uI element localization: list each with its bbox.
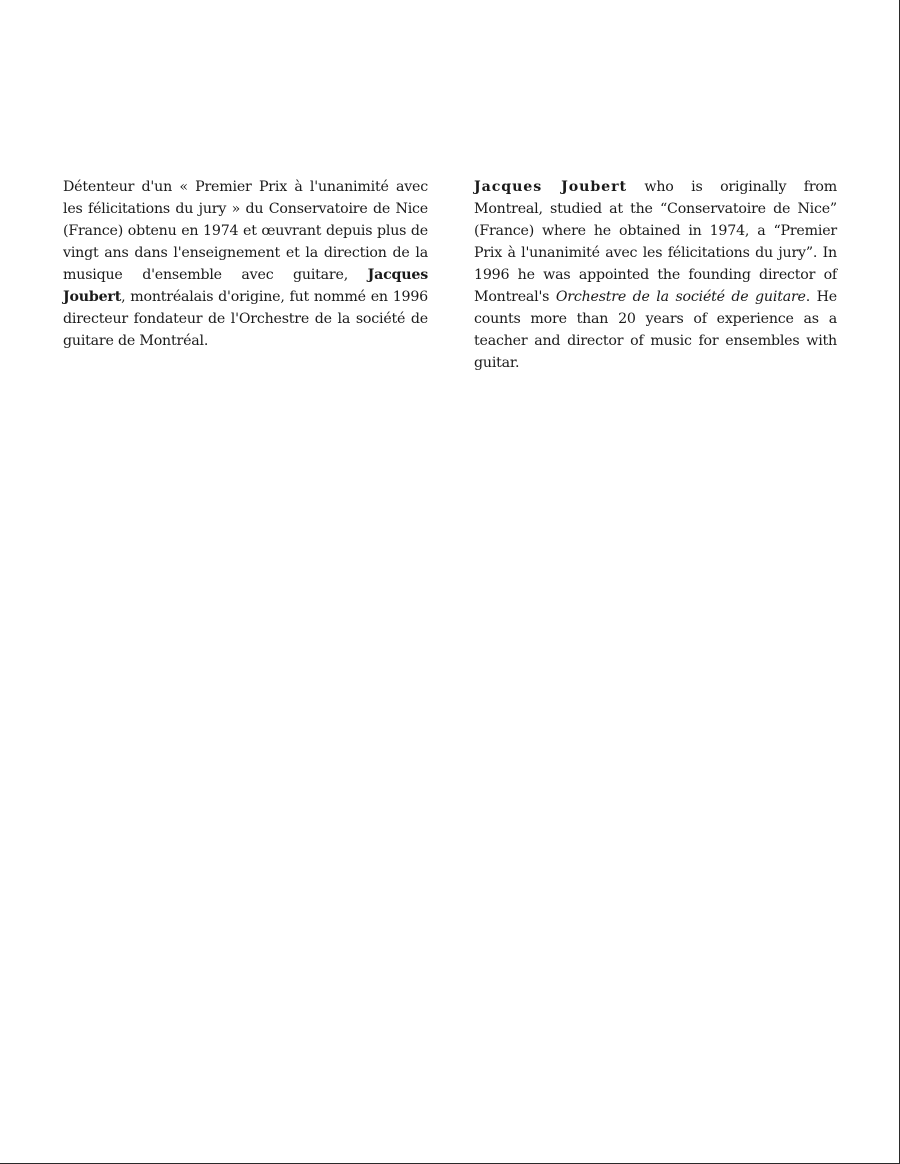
french-bio-rest: , montréalais d'origine, fut nommé en 1996 directeur fondateur de l'Orchestre de la société de guitare de Montréal. (63, 289, 428, 349)
english-biography-column (474, 176, 837, 374)
english-bio-name: Jacques Joubert (474, 179, 627, 195)
english-bio-rest: . He counts more than 20 years of experience as a teacher and director of music for ensembles with guitar. (474, 289, 837, 371)
french-biography-column (63, 176, 428, 352)
english-bio-orchestra: Orchestre de la société de guitare (555, 289, 806, 305)
french-biography-paragraph (63, 176, 428, 352)
french-bio-intro: Détenteur d'un « Premier Prix à l'unanimité avec les félicitations du jury » du Conservatoire de Nice (France) obtenu en 1974 et œuvrant depuis plus de vingt ans dans l'enseignement et la direction de la musique d'ensemble avec guitare, (63, 179, 428, 283)
english-bio-intro: who is originally from Montreal, studied at the “Conservatoire de Nice” (France) where he obtained in 1974, a “Premier Prix à l'unanimité avec les félicitations du jury”. In 1996 he was appointed the founding director of Montreal's (474, 179, 837, 305)
french-bio-name: Jacques Joubert (63, 267, 428, 305)
english-biography-paragraph (474, 176, 837, 374)
